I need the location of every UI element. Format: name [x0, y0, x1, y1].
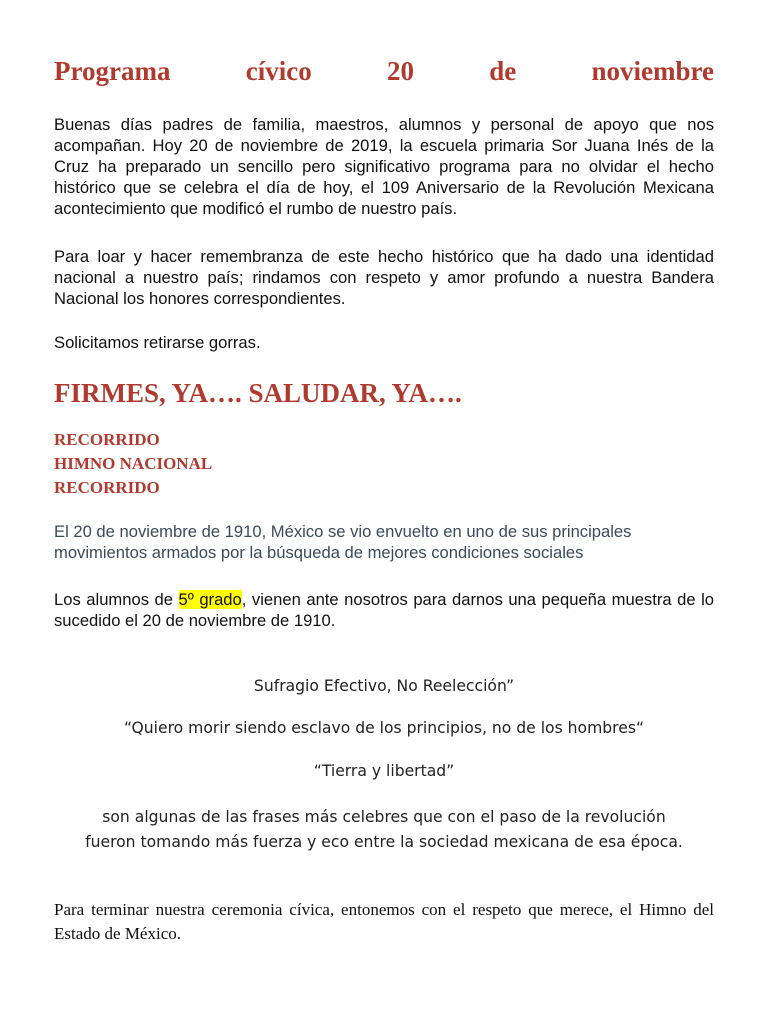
- gorras-paragraph: Solicitamos retirarse gorras.: [54, 333, 261, 352]
- honores-paragraph: Para loar y hacer remembranza de este hecho histórico que ha dado una identidad nacional a nuestro país; rindamos con respeto y amor profundo a nuestra Bandera Nacional los honores correspondientes.: [54, 247, 714, 308]
- title-word: Programa: [54, 56, 171, 86]
- title-word: 20: [386, 56, 414, 86]
- quote-tierra: “Tierra y libertad”: [313, 762, 455, 780]
- title-word: de: [489, 56, 517, 86]
- sequence-item: HIMNO NACIONAL: [54, 454, 213, 473]
- quotes-summary: [54, 805, 714, 855]
- title-word: noviembre: [591, 56, 714, 86]
- intro-paragraph: El 20 de noviembre de 1910, México se vio envuelto en uno de sus principales movimientos armados por la búsqueda de mejores condiciones sociales: [54, 522, 632, 562]
- quote-sufragio: Sufragio Efectivo, No Reelección”: [253, 677, 515, 695]
- sequence-list: [54, 428, 714, 500]
- closing-paragraph: Para terminar nuestra ceremonia cívica, entonemos con el respeto que merece, el Himno del Estado de México.: [54, 900, 714, 943]
- welcome-paragraph: Buenas días padres de familia, maestros, alumnos y personal de apoyo que nos acompañan. Hoy 20 de noviembre de 2019, la escuela primaria Sor Juana Inés de la Cruz ha preparado un sencillo pero significativo programa para no olvidar el hecho histórico que se celebra el día de hoy, el 109 Aniversario de la Revolución Mexicana acontecimiento que modificó el rumbo de nuestro país.: [54, 115, 714, 218]
- command-heading: FIRMES, YA…. SALUDAR, YA….: [54, 378, 462, 408]
- students-paragraph: [54, 589, 714, 631]
- summary-line: son algunas de las frases más celebres que con el paso de la revolución: [102, 808, 666, 826]
- quote-principios: “Quiero morir siendo esclavo de los principios, no de los hombres“: [123, 719, 645, 737]
- students-text-after: , vienen ante nosotros para darnos una pequeña muestra de lo sucedido el 20 de noviembre de 1910.: [54, 590, 715, 630]
- sequence-item: RECORRIDO: [54, 430, 160, 449]
- title-word: cívico: [245, 56, 312, 86]
- students-text-before: Los alumnos de: [54, 590, 179, 609]
- summary-line: fueron tomando más fuerza y eco entre la sociedad mexicana de esa época.: [85, 833, 683, 851]
- sequence-item: RECORRIDO: [54, 478, 160, 497]
- grade-highlight: 5º grado: [178, 590, 242, 609]
- page-title: [54, 56, 714, 87]
